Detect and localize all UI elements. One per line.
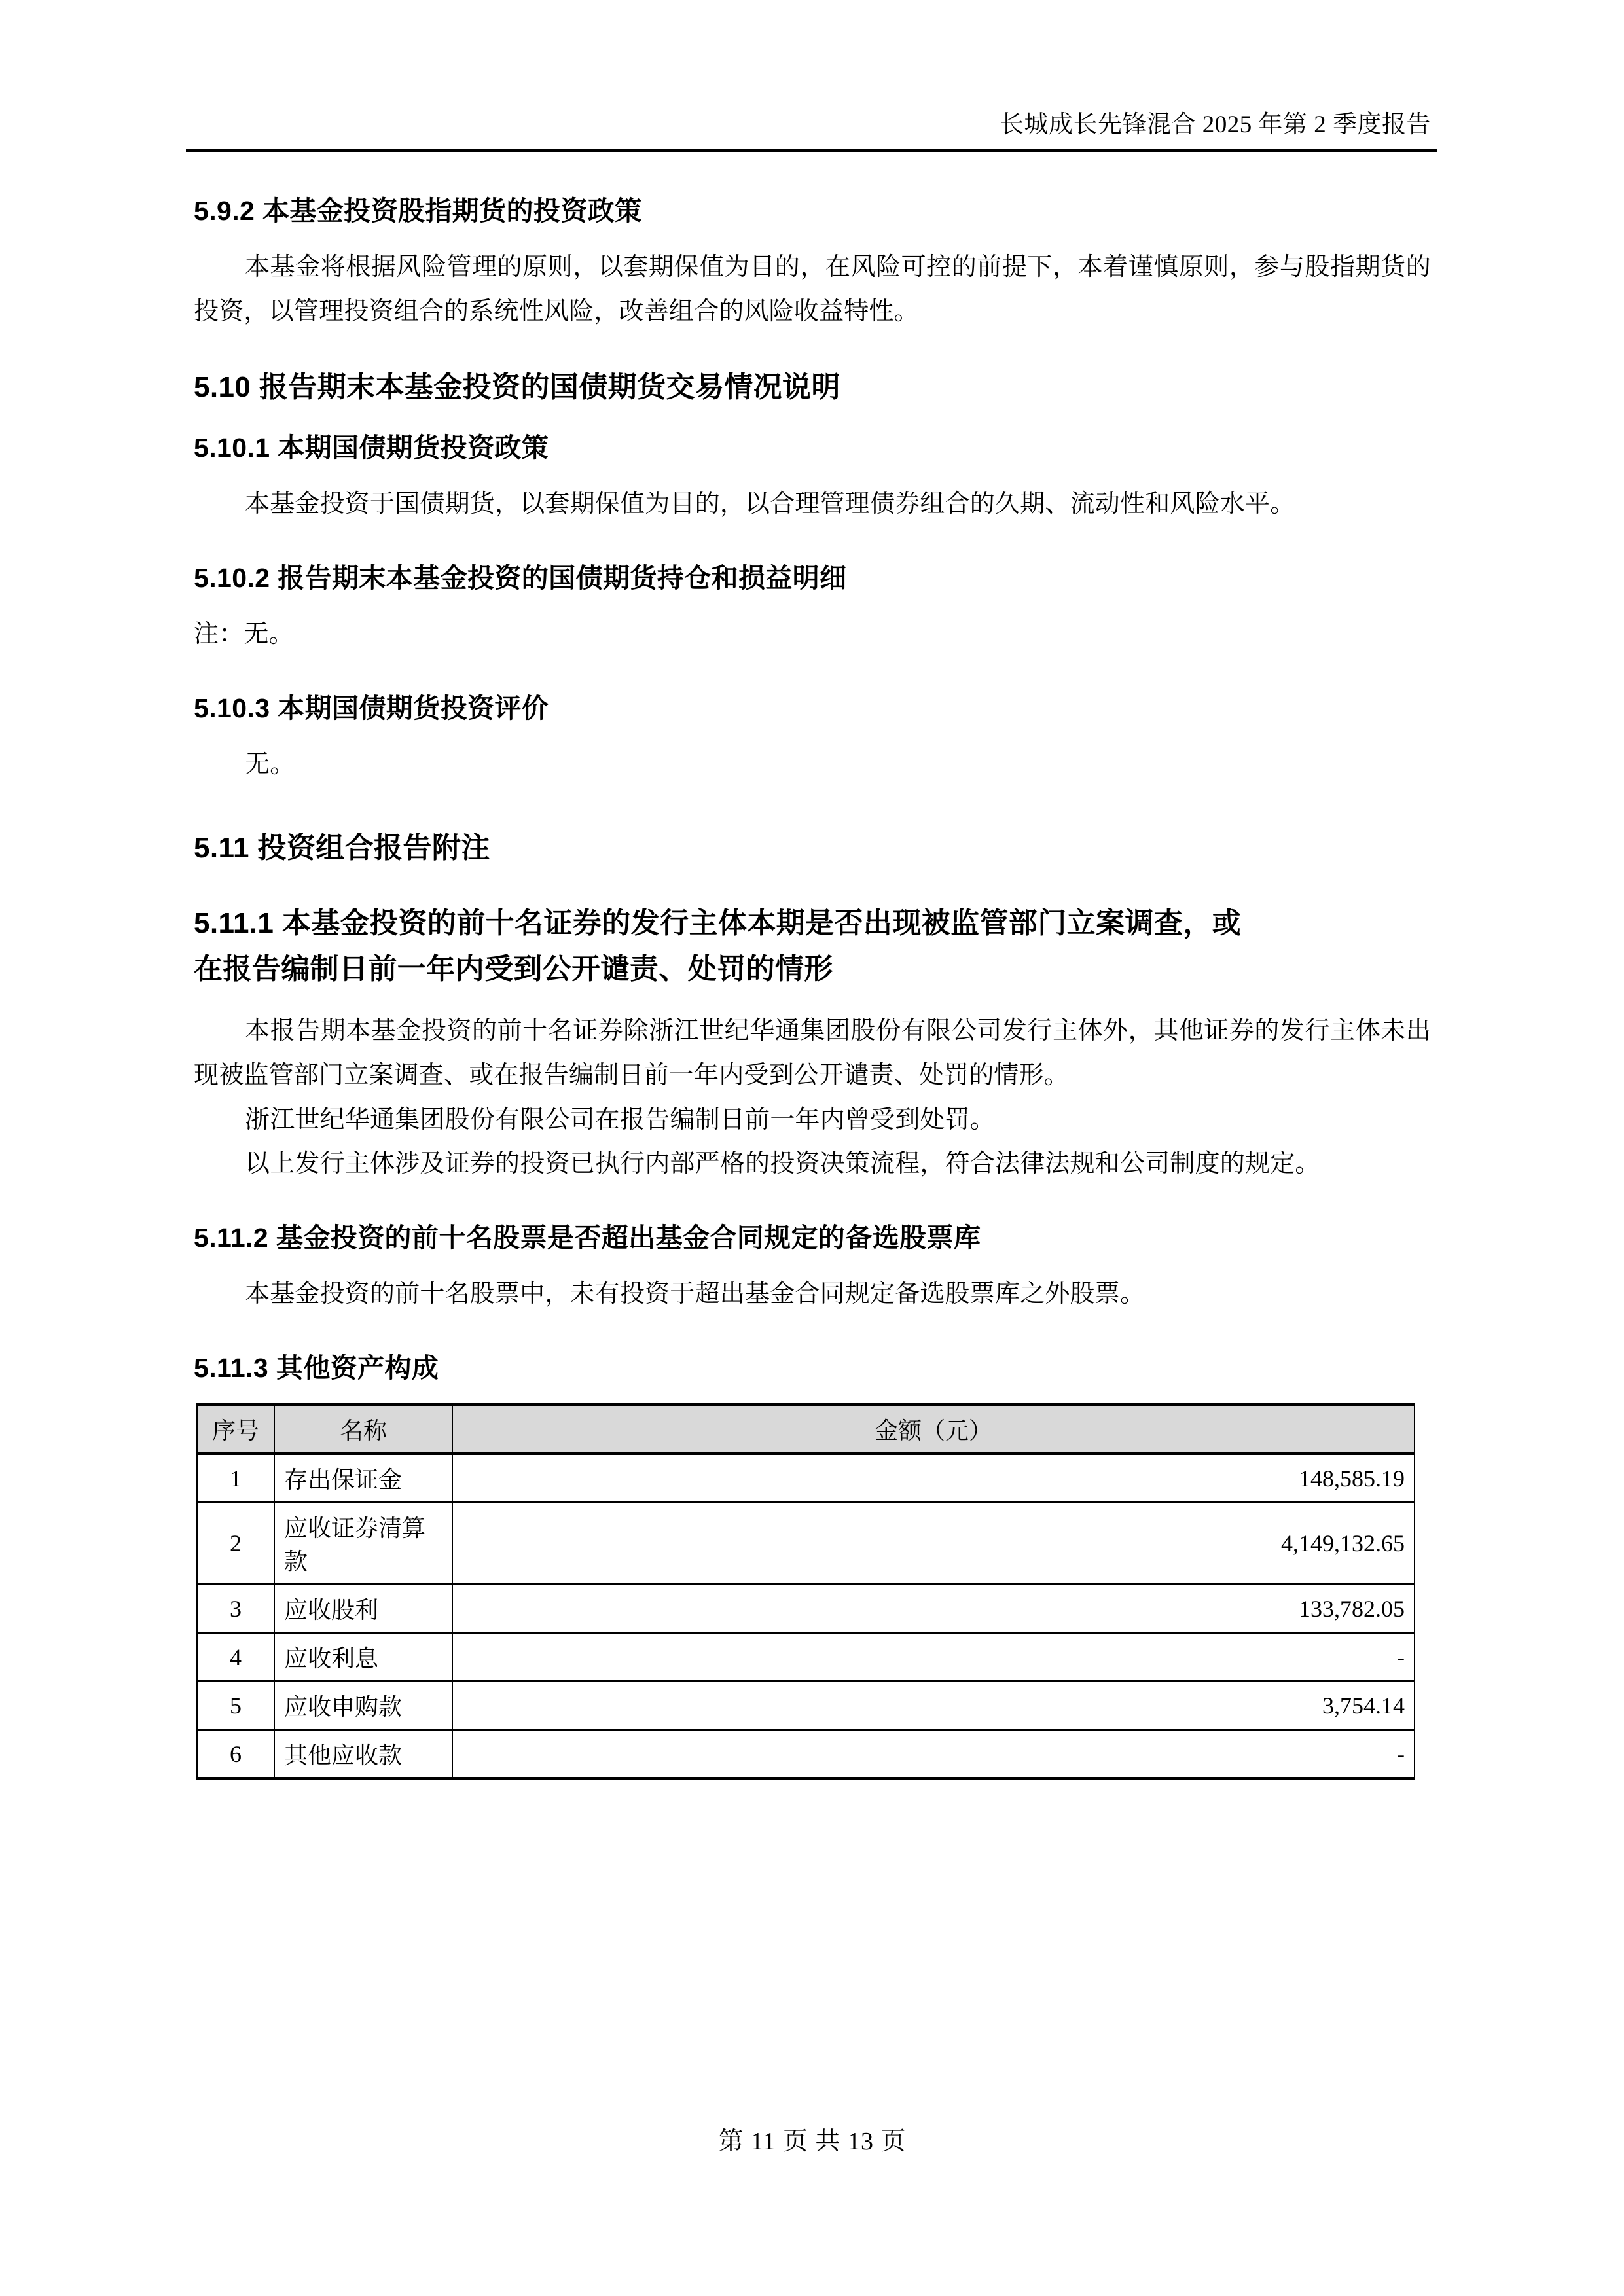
cell-name: 应收证券清算款 (274, 1503, 452, 1585)
cell-name: 应收股利 (274, 1585, 452, 1633)
heading-5-11-2: 5.11.2 基金投资的前十名股票是否超出基金合同规定的备选股票库 (194, 1222, 981, 1253)
paragraph-5-11-1-2: 浙江世纪华通集团股份有限公司在报告编制日前一年内曾受到处罚。 (245, 1105, 996, 1134)
cell-amount: - (452, 1633, 1415, 1681)
cell-index: 5 (197, 1681, 274, 1730)
spacer (194, 596, 1431, 613)
table-head (197, 1405, 1415, 1454)
spacer (194, 867, 1431, 901)
cell-name: 其他应收款 (274, 1730, 452, 1779)
heading-5-10-3: 5.10.3 本期国债期货投资评价 (194, 692, 549, 723)
table-row (197, 1454, 1415, 1503)
heading-5-9-2: 5.9.2 本基金投资股指期货的投资政策 (194, 196, 642, 226)
spacer (194, 657, 1431, 691)
cell-index: 6 (197, 1730, 274, 1779)
cell-index: 2 (197, 1503, 274, 1585)
table-row (197, 1633, 1415, 1681)
table-row (197, 1503, 1415, 1585)
paragraph-5-11-2-1: 本基金投资的前十名股票中，未有投资于超出基金合同规定备选股票库之外股票。 (245, 1280, 1146, 1308)
cell-amount: - (452, 1730, 1415, 1779)
paragraph-5-10-3-1: 无。 (245, 750, 295, 778)
paragraph-5-10-1-1: 本基金投资于国债期货，以套期保值为目的，以合理管理债券组合的久期、流动性和风险水平。 (245, 490, 1295, 518)
table-row (197, 1681, 1415, 1730)
paragraph-5-11-1-1: 本报告期本基金投资的前十名证券除浙江世纪华通集团股份有限公司发行主体外，其他证券的发行主体未出现被监管部门立案调查、或在报告编制日前一年内受到公开谴责、处罚的情形。 (194, 1017, 1431, 1090)
cell-name: 存出保证金 (274, 1454, 452, 1503)
heading-5-11-1 (194, 901, 1431, 993)
spacer (194, 228, 1431, 245)
column-header-amount: 金额（元） (452, 1405, 1415, 1454)
heading-5-10-2: 5.10.2 报告期末本基金投资的国债期货持仓和损益明细 (194, 562, 847, 593)
spacer (194, 334, 1431, 368)
spacer (194, 726, 1431, 743)
heading-5-10: 5.10 报告期末本基金投资的国债期货交易情况说明 (194, 370, 840, 403)
table-row (197, 1730, 1415, 1779)
cell-amount: 3,754.14 (452, 1681, 1415, 1730)
spacer (194, 1317, 1431, 1351)
heading-5-11-1-line1: 5.11.1 本基金投资的前十名证券的发行主体本期是否出现被监管部门立案调查，或 (194, 906, 1242, 939)
spacer (194, 787, 1431, 829)
cell-name: 应收申购款 (274, 1681, 452, 1730)
cell-amount: 4,149,132.65 (452, 1503, 1415, 1585)
spacer (194, 527, 1431, 561)
heading-5-11: 5.11 投资组合报告附注 (194, 831, 490, 864)
running-header: 长城成长先锋混合 2025 年第 2 季度报告 (1000, 111, 1431, 138)
cell-amount: 133,782.05 (452, 1585, 1415, 1633)
spacer (194, 1187, 1431, 1221)
column-header-name: 名称 (274, 1405, 452, 1454)
page-footer: 第 11 页 共 13 页 (718, 2128, 907, 2155)
other-assets-table (196, 1403, 1415, 1780)
table-row (197, 1585, 1415, 1633)
spacer (194, 406, 1431, 431)
cell-amount: 148,585.19 (452, 1454, 1415, 1503)
heading-5-10-1: 5.10.1 本期国债期货投资政策 (194, 432, 549, 463)
header-rule (186, 149, 1437, 152)
table-body (197, 1454, 1415, 1779)
heading-5-11-3: 5.11.3 其他资产构成 (194, 1352, 439, 1383)
cell-index: 1 (197, 1454, 274, 1503)
table-header-row (197, 1405, 1415, 1454)
paragraph-5-9-2-1: 本基金将根据风险管理的原则，以套期保值为目的，在风险可控的前提下，本着谨慎原则，参与股指期货的投资，以管理投资组合的系统性风险，改善组合的风险收益特性。 (194, 253, 1431, 325)
cell-index: 3 (197, 1585, 274, 1633)
spacer (194, 465, 1431, 482)
heading-5-11-1-line2: 在报告编制日前一年内受到公开谴责、处罚的情形 (194, 953, 833, 986)
spacer (194, 992, 1431, 1009)
document-body (194, 194, 1431, 1780)
note-5-10-2: 注：无。 (194, 620, 294, 648)
cell-index: 4 (197, 1633, 274, 1681)
paragraph-5-11-1-3: 以上发行主体涉及证券的投资已执行内部严格的投资决策流程，符合法律法规和公司制度的规定。 (245, 1150, 1320, 1178)
column-header-index: 序号 (197, 1405, 274, 1454)
cell-name: 应收利息 (274, 1633, 452, 1681)
spacer (194, 1255, 1431, 1272)
spacer (194, 1386, 1431, 1403)
